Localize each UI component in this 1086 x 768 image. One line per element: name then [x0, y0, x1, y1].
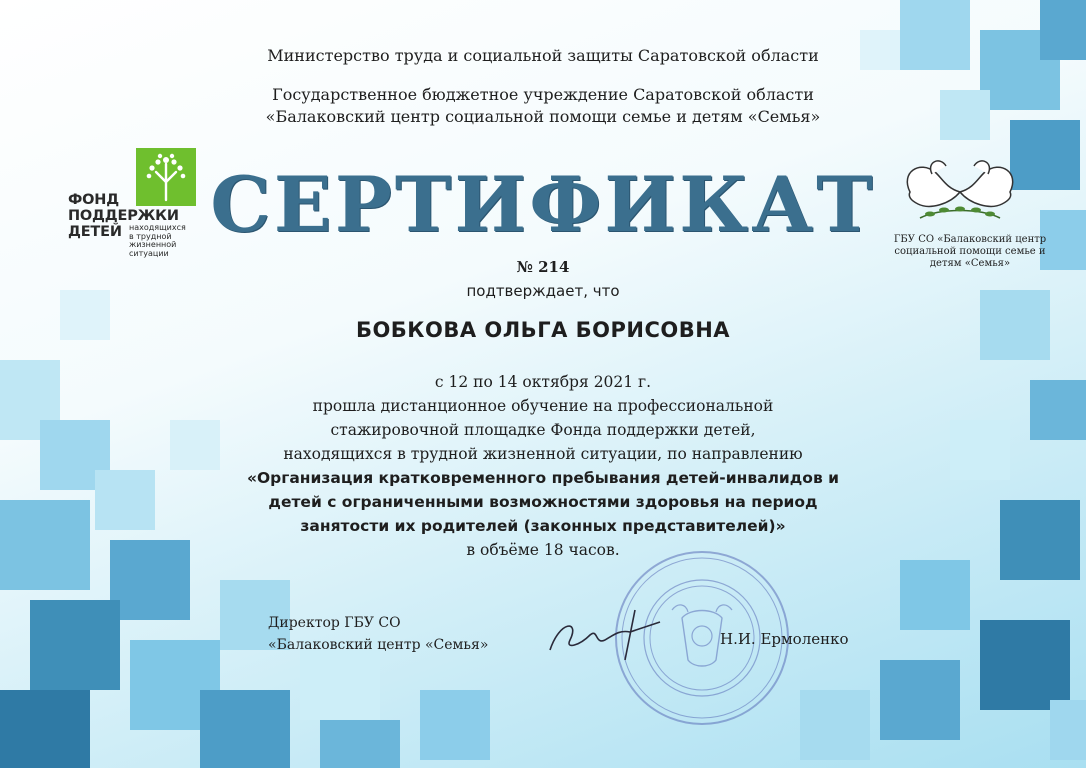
caption-line: социальной помощи семье и — [894, 246, 1046, 257]
fund-sub-line: находящихся — [129, 223, 186, 232]
director-org: «Балаковский центр «Семья» — [268, 637, 489, 653]
certificate-number: № 214 — [516, 258, 570, 276]
body-line: находящихся в трудной жизненной ситуации, по направлению — [283, 445, 803, 463]
topic-line: занятости их родителей (законных представителей)» — [300, 517, 786, 535]
confirms-text: подтверждает, что — [466, 282, 620, 300]
director-title: Директор ГБУ СО — [268, 615, 401, 631]
topic-line: «Организация кратковременного пребывания детей-инвалидов и — [246, 469, 840, 487]
ministry-header: Министерство труда и социальной защиты Саратовской области — [267, 46, 819, 65]
topic-line: детей с ограниченными возможностями здоровья на период — [268, 493, 818, 511]
volume: в объёме 18 часов. — [466, 541, 620, 559]
fund-sub-line: жизненной — [129, 240, 177, 250]
institution-line: Государственное бюджетное учреждение Саратовской области — [272, 85, 814, 104]
recipient-name: БОБКОВА ОЛЬГА БОРИСОВНА — [355, 318, 731, 342]
caption-line: ГБУ СО «Балаковский центр — [893, 234, 1047, 245]
certificate-body — [0, 370, 1086, 562]
signer-name: Н.И. Ермоленко — [720, 630, 849, 648]
signature — [540, 600, 670, 670]
fund-sub-line: в трудной — [129, 231, 172, 241]
body-line: стажировочной площадке Фонда поддержки детей, — [330, 421, 756, 439]
fund-name-line: ПОДДЕРЖКИ — [68, 208, 179, 224]
dates: с 12 по 14 октября 2021 г. — [434, 373, 652, 391]
caption-line: детям «Семья» — [929, 258, 1011, 269]
certificate-title: СЕРТИФИКАТ — [210, 160, 876, 249]
fund-sub-line: ситуации — [129, 248, 169, 258]
fund-name-line: ФОНД — [68, 192, 119, 208]
fund-name-line: ДЕТЕЙ — [68, 224, 122, 240]
director-block — [268, 612, 488, 656]
body-line: прошла дистанционное обучение на профессиональной — [312, 397, 774, 415]
institution-line: «Балаковский центр социальной помощи семье и детям «Семья» — [265, 107, 821, 126]
institution-header — [0, 84, 1086, 128]
